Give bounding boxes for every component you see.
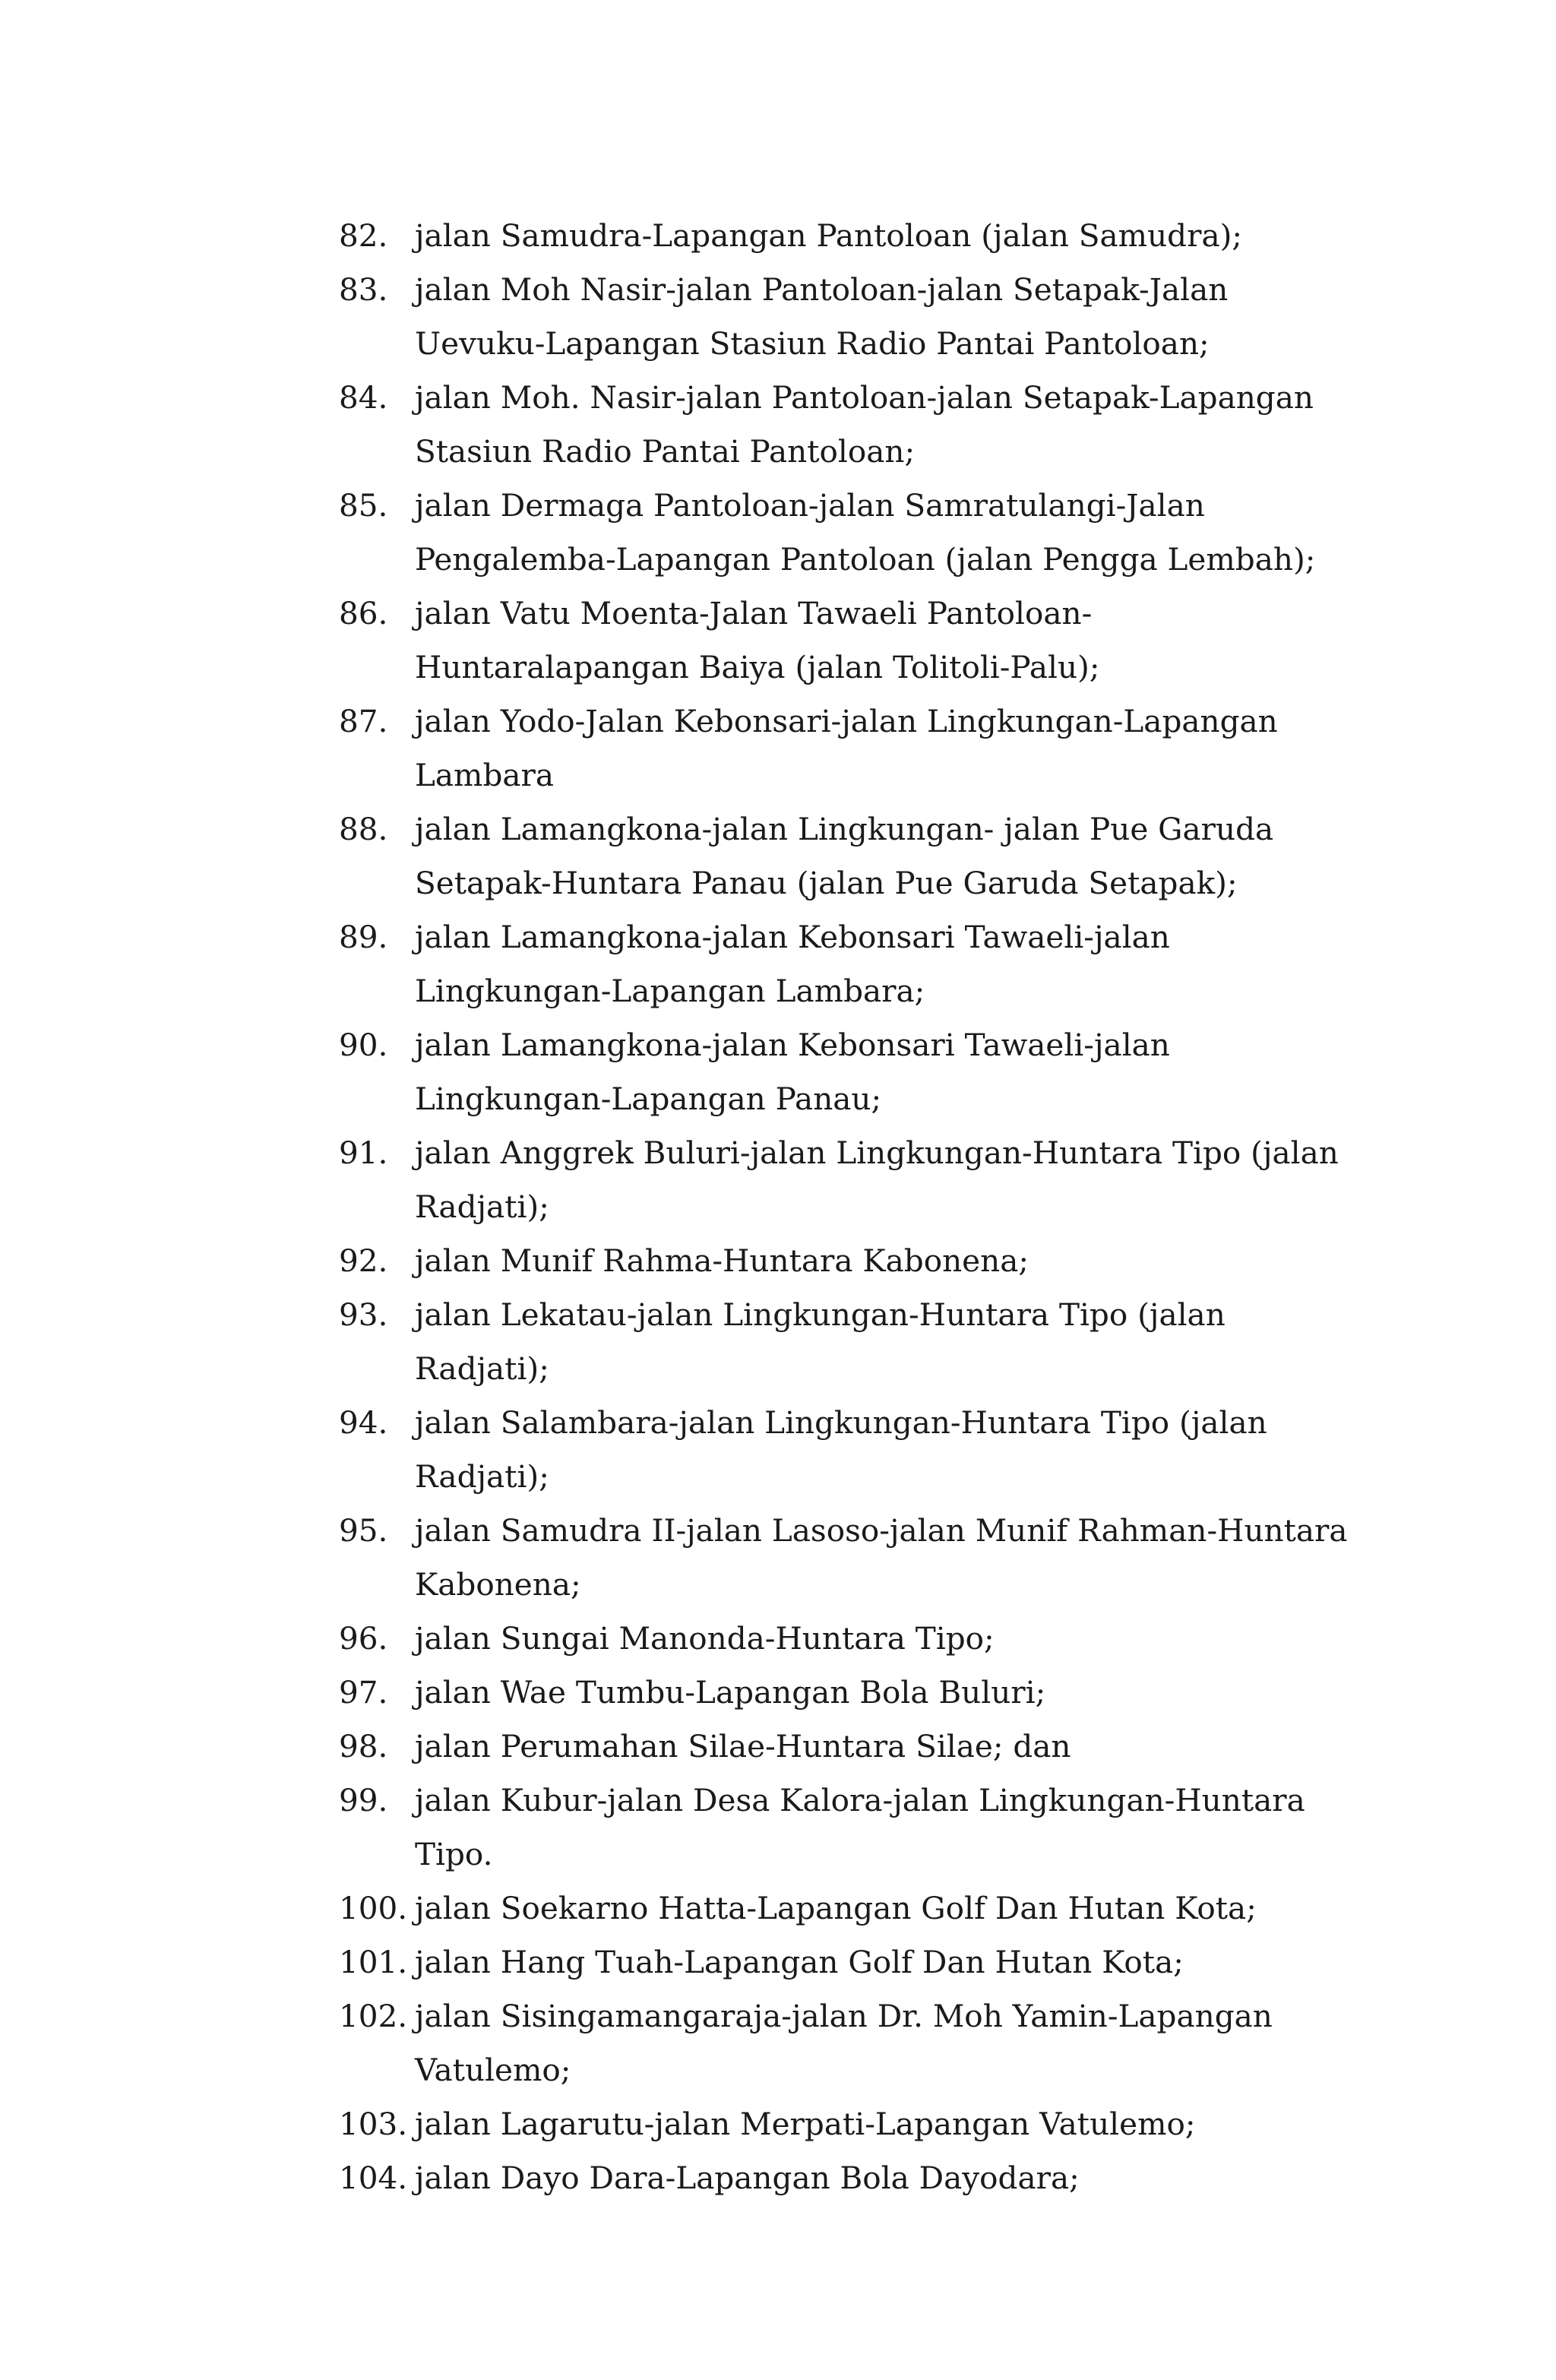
list-item (339, 802, 1357, 910)
item-text: jalan Perumahan Silae-Huntara Silae; dan (415, 1728, 1071, 1764)
item-text: jalan Samudra-Lapangan Pantoloan (jalan Samudra); (415, 217, 1243, 254)
item-number: 95. (339, 1512, 388, 1549)
item-number: 86. (339, 595, 388, 631)
item-text: jalan Kubur-jalan Desa Kalora-jalan Lingkungan-Huntara Tipo. (415, 1782, 1305, 1872)
list-item (339, 2151, 1357, 2205)
road-list (339, 209, 1357, 2205)
item-text: jalan Anggrek Buluri-jalan Lingkungan-Huntara Tipo (jalan Radjati); (415, 1135, 1339, 1225)
item-number: 84. (339, 379, 388, 416)
list-item (339, 1396, 1357, 1504)
list-item (339, 371, 1357, 479)
item-text: jalan Lamangkona-jalan Kebonsari Tawaeli-jalan Lingkungan-Lapangan Panau; (415, 1027, 1170, 1117)
item-number: 89. (339, 919, 388, 955)
list-item (339, 1666, 1357, 1720)
list-item (339, 695, 1357, 802)
list-item (339, 1882, 1357, 1935)
item-number: 90. (339, 1027, 388, 1063)
item-text: jalan Sungai Manonda-Huntara Tipo; (415, 1620, 995, 1657)
item-text: jalan Lamangkona-jalan Lingkungan- jalan Pue Garuda Setapak-Huntara Panau (jalan Pue Garuda Setapak); (415, 811, 1274, 901)
item-text: jalan Salambara-jalan Lingkungan-Huntara Tipo (jalan Radjati); (415, 1404, 1267, 1495)
item-text: jalan Sisingamangaraja-jalan Dr. Moh Yamin-Lapangan Vatulemo; (415, 1998, 1273, 2088)
item-text: jalan Dayo Dara-Lapangan Bola Dayodara; (415, 2160, 1080, 2196)
list-item (339, 1288, 1357, 1396)
item-text: jalan Dermaga Pantoloan-jalan Samratulangi-Jalan Pengalemba-Lapangan Pantoloan (jalan Pengga Lembah); (415, 487, 1316, 578)
list-item (339, 1935, 1357, 1989)
list-item (339, 1018, 1357, 1126)
list-item (339, 479, 1357, 587)
item-number: 91. (339, 1135, 388, 1171)
item-text: jalan Yodo-Jalan Kebonsari-jalan Lingkungan-Lapangan Lambara (415, 703, 1278, 793)
item-number: 103. (339, 2106, 408, 2142)
item-number: 96. (339, 1620, 388, 1657)
item-text: jalan Soekarno Hatta-Lapangan Golf Dan Hutan Kota; (415, 1890, 1257, 1926)
item-number: 94. (339, 1404, 388, 1441)
item-text: jalan Moh. Nasir-jalan Pantoloan-jalan Setapak-Lapangan Stasiun Radio Pantai Pantoloan; (415, 379, 1314, 470)
list-item (339, 910, 1357, 1018)
item-text: jalan Lagarutu-jalan Merpati-Lapangan Vatulemo; (415, 2106, 1196, 2142)
item-text: jalan Samudra II-jalan Lasoso-jalan Munif Rahman-Huntara Kabonena; (415, 1512, 1348, 1603)
list-item (339, 2097, 1357, 2151)
item-text: jalan Munif Rahma-Huntara Kabonena; (415, 1242, 1029, 1279)
list-item (339, 1774, 1357, 1882)
item-number: 88. (339, 811, 388, 847)
item-number: 82. (339, 217, 388, 254)
item-number: 85. (339, 487, 388, 524)
item-number: 102. (339, 1998, 408, 2034)
item-number: 92. (339, 1242, 388, 1279)
item-text: jalan Wae Tumbu-Lapangan Bola Buluri; (415, 1674, 1046, 1711)
item-number: 87. (339, 703, 388, 739)
list-item (339, 587, 1357, 695)
item-number: 99. (339, 1782, 388, 1818)
item-number: 101. (339, 1944, 408, 1980)
item-text: jalan Lekatau-jalan Lingkungan-Huntara Tipo (jalan Radjati); (415, 1296, 1226, 1387)
item-number: 97. (339, 1674, 388, 1711)
list-item (339, 1504, 1357, 1612)
item-number: 100. (339, 1890, 408, 1926)
list-item (339, 209, 1357, 263)
item-text: jalan Lamangkona-jalan Kebonsari Tawaeli-jalan Lingkungan-Lapangan Lambara; (415, 919, 1170, 1009)
item-number: 83. (339, 271, 388, 308)
list-item (339, 263, 1357, 371)
list-item (339, 1989, 1357, 2097)
list-item (339, 1612, 1357, 1666)
item-number: 93. (339, 1296, 388, 1333)
list-item (339, 1126, 1357, 1234)
item-number: 104. (339, 2160, 408, 2196)
list-item (339, 1234, 1357, 1288)
item-number: 98. (339, 1728, 388, 1764)
item-text: jalan Moh Nasir-jalan Pantoloan-jalan Setapak-Jalan Uevuku-Lapangan Stasiun Radio Pantai Pantoloan; (415, 271, 1229, 362)
list-item (339, 1720, 1357, 1774)
item-text: jalan Vatu Moenta-Jalan Tawaeli Pantoloan-Huntaralapangan Baiya (jalan Tolitoli-Palu); (415, 595, 1100, 685)
item-text: jalan Hang Tuah-Lapangan Golf Dan Hutan Kota; (415, 1944, 1184, 1980)
